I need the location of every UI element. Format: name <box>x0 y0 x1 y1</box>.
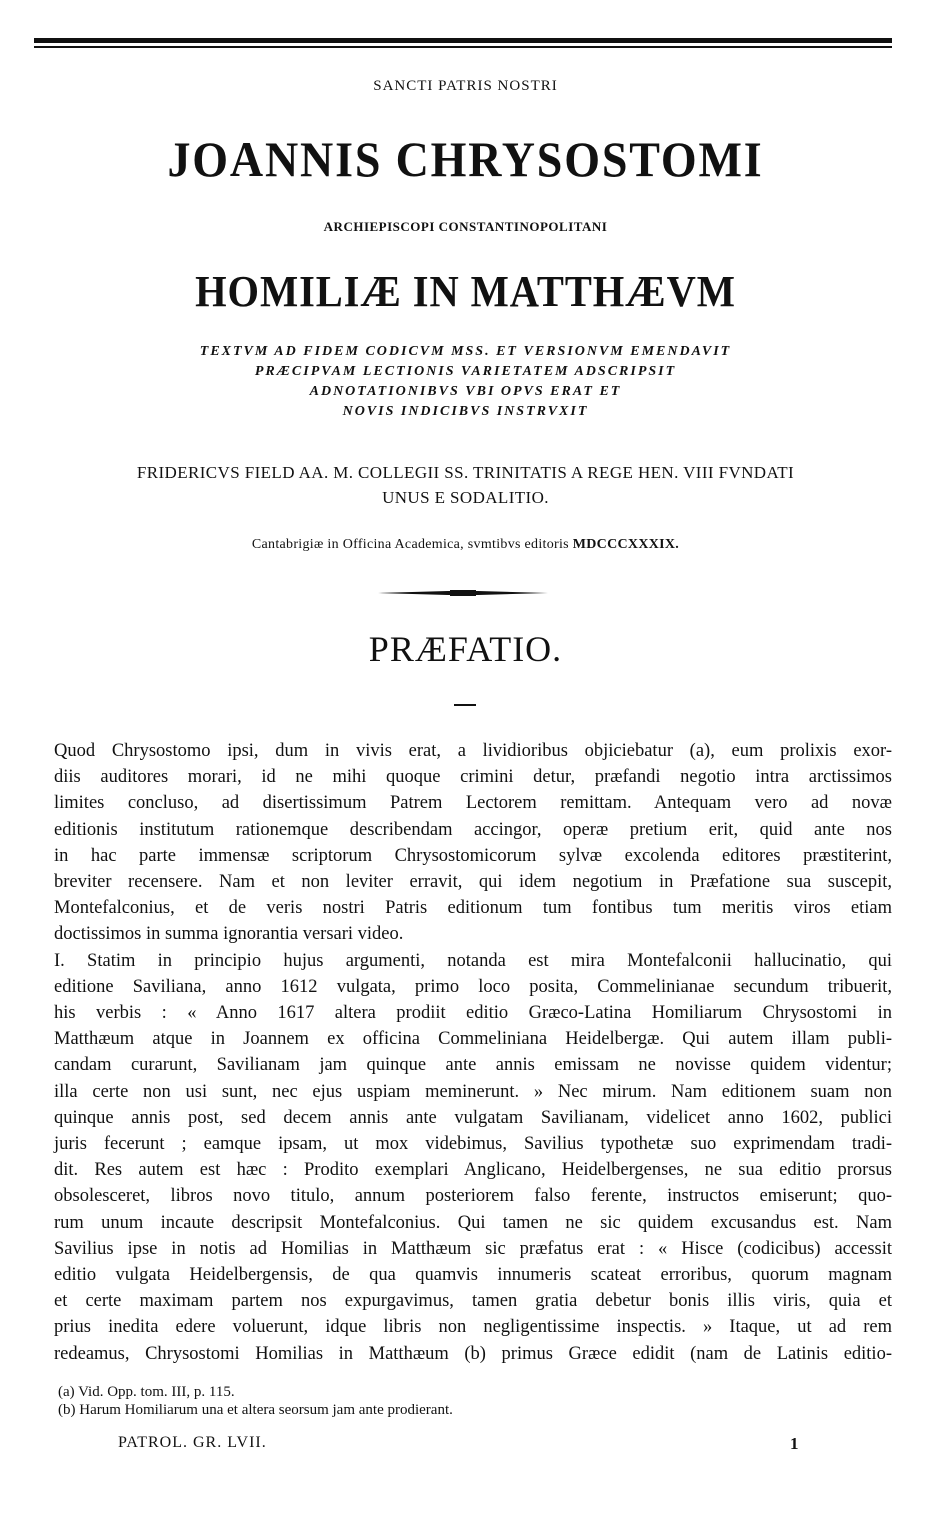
heading-line-1: SANCTI PATRIS NOSTRI <box>373 78 558 94</box>
body-line: prius inedita edere voluerunt, idque libris non negligentissime inspectis. » Itaque, ut ad rem <box>54 1317 892 1338</box>
body-line: editionis institutum rationemque describendam accingor, operæ pretium erit, quid ante nos <box>54 819 892 840</box>
body-line: et certe maximam partem nos expurgavimus, tamen gratia debetur bonis illis viris, quia et <box>54 1291 892 1312</box>
page-number: 1 <box>790 1434 799 1453</box>
ornament-divider <box>378 586 548 600</box>
editor-block <box>0 460 931 510</box>
body-line: in hac parte immensæ scriptorum Chrysostomicorum sylvæ excolenda editores præstiterint, <box>54 845 892 866</box>
body-line: limites concluso, ad disertissimum Patrem Lectorem remittam. Antequam vero ad novæ <box>54 793 892 814</box>
imprint <box>0 537 931 553</box>
subtitle-line: NOVIS INDICIBVS INSTRVXIT <box>342 404 589 419</box>
work-title: HOMILIÆ IN MATTHÆVM <box>195 267 736 316</box>
body-line: dit. Res autem est hæc : Prodito exemplari Anglicano, Heidelbergenses, ne sua editio prorsus <box>54 1160 892 1181</box>
body-line: juris fecerunt ; eamque ipsam, ut mox videbimus, Savilius typothetæ suo exprimendam tradi- <box>54 1134 892 1155</box>
imprint-text: Cantabrigiæ in Officina Academica, svmtibvs editoris <box>251 537 569 552</box>
body-line: quinque annis post, sed decem annis ante vulgatam Savilianam, videlicet anno 1602, publici <box>54 1107 892 1128</box>
body-line: doctissimos in summa ignorantia versari video. <box>54 924 404 945</box>
subtitle-block <box>0 342 931 422</box>
body-line: diis auditores morari, id ne mihi quoque crimini detur, præfandi negotio intra arctissimos <box>54 767 892 788</box>
body-line: editione Saviliana, anno 1612 vulgata, primo loco posita, Commelinianae secundum tribuerit, <box>54 976 892 997</box>
body-line: his verbis : « Anno 1617 altera prodiit editio Græco-Latina Homiliarum Chrysostomi in <box>54 1003 892 1024</box>
top-double-rule <box>34 38 892 48</box>
footnote: (b) Harum Homiliarum una et altera seorsum jam ante prodierant. <box>58 1402 453 1418</box>
signature-mark: PATROL. GR. LVII. <box>118 1434 267 1451</box>
body-line: I. Statim in principio hujus argumenti, notanda est mira Montefalconii hallucinatio, qui <box>54 950 892 971</box>
body-line: Savilius ipse in notis ad Homilias in Matthæum sic præfatus erat : « Hisce (codicibus) accessit <box>54 1238 892 1259</box>
editor-line: UNUS E SODALITIO. <box>382 488 549 507</box>
body-line: Quod Chrysostomo ipsi, dum in vivis erat, a lividioribus objiciebatur (a), eum prolixis exor- <box>54 741 892 761</box>
author-name: JOANNIS CHRYSOSTOMI <box>167 131 764 187</box>
body-line: rum unum incaute descripsit Montefalconius. Qui tamen ne sic quidem excusandus est. Nam <box>54 1212 892 1233</box>
body-line: obsolesceret, libros novo titulo, annum posteriorem falso ferente, instructos emiserunt; quo- <box>54 1186 892 1207</box>
footnotes <box>58 1383 758 1419</box>
subtitle-line: TEXTVM AD FIDEM CODICVM MSS. ET VERSIONVM EMENDAVIT <box>199 344 732 359</box>
body-line: illa certe non usi sunt, nec ejus uspiam meminerunt. » Nec mirum. Nam editionem suam non <box>54 1081 892 1102</box>
body-line: candam curarunt, Savilianam jam quinque ante annis emissam ne novisse quidem videntur; <box>54 1055 892 1076</box>
footnote: (a) Vid. Opp. tom. III, p. 115. <box>58 1384 235 1400</box>
section-title: PRÆFATIO. <box>368 629 563 669</box>
section-dash <box>454 704 476 706</box>
body-line: breviter recensere. Nam et non leviter erravit, qui idem negotium in Præfatione sua suscepit, <box>54 872 892 893</box>
editor-line: FRIDERICVS FIELD AA. M. COLLEGII SS. TRINITATIS A REGE HEN. VIII FVNDATI <box>136 463 795 482</box>
body-line: Matthæum atque in Joannem ex officina Commeliniana Heidelbergæ. Qui autem illam publi- <box>54 1029 892 1050</box>
body-line: editio vulgata Heidelbergensis, de qua quamvis innumeris scateat erroribus, quorum magnam <box>54 1265 892 1286</box>
subtitle-line: PRÆCIPVAM LECTIONIS VARIETATEM ADSCRIPSIT <box>254 364 677 379</box>
body-line: Montefalconius, et de veris nostri Patris editionum tum fontibus tum meritis viros etiam <box>54 898 892 919</box>
author-title: ARCHIEPISCOPI CONSTANTINOPOLITANI <box>323 219 608 234</box>
body-line: redeamus, Chrysostomi Homilias in Matthæum (b) primus Græce edidit (nam de Latinis editio- <box>54 1343 892 1364</box>
subtitle-line: ADNOTATIONIBVS VBI OPVS ERAT ET <box>309 384 622 399</box>
imprint-year: MDCCCXXXIX. <box>572 537 680 552</box>
body-text <box>54 738 892 1367</box>
